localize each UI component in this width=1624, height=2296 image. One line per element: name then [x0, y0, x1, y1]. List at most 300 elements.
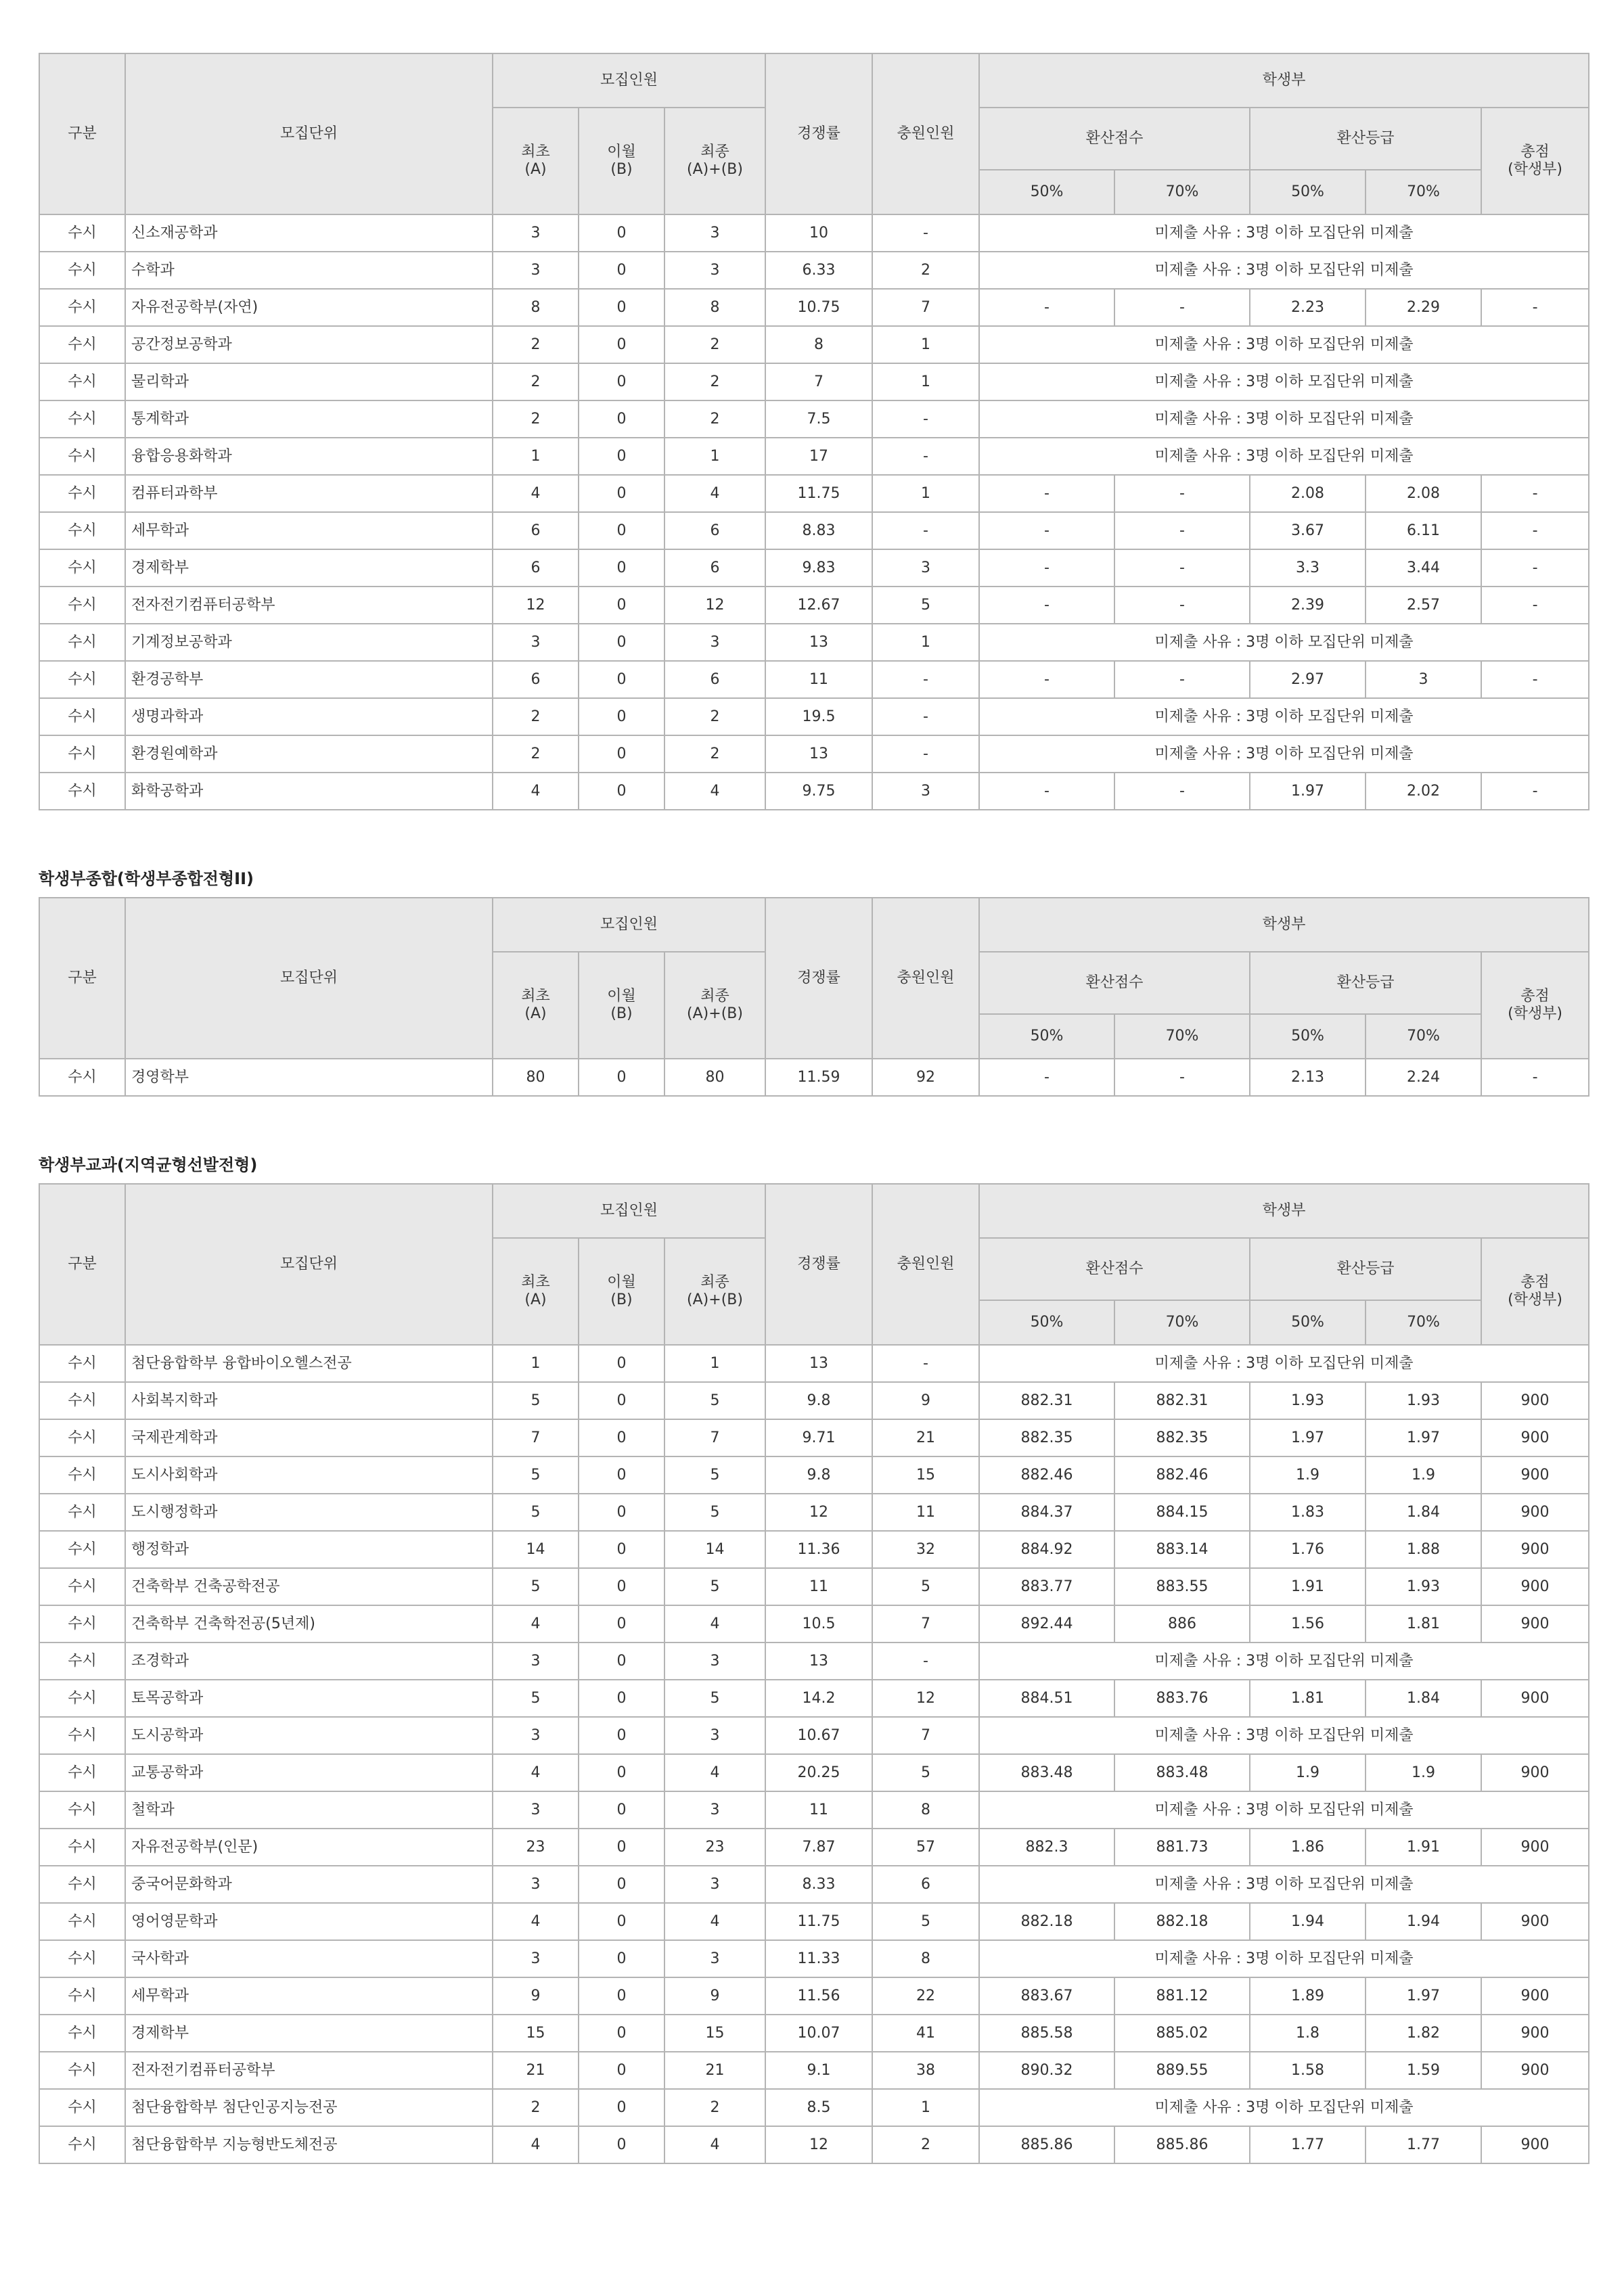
table-cell: 23	[664, 1829, 765, 1866]
table-cell: 1	[872, 326, 979, 363]
cell-not-submitted-note: 미제출 사유 : 3명 이하 모집단위 미제출	[979, 1791, 1589, 1829]
table-cell: 5	[493, 1494, 579, 1531]
header-final: 최종 (A)+(B)	[664, 952, 765, 1059]
table-cell: -	[1114, 289, 1250, 326]
cell-unit-name: 교통공학과	[125, 1754, 493, 1791]
admission-table	[39, 53, 1589, 810]
table-cell: 882.18	[1114, 1903, 1250, 1940]
table-cell: 15	[493, 2015, 579, 2052]
table-cell: 수시	[39, 363, 125, 400]
table-cell: 5	[493, 1680, 579, 1717]
table-cell: -	[1114, 773, 1250, 810]
table-cell: 3	[664, 1643, 765, 1680]
table-cell: 수시	[39, 2052, 125, 2089]
table-cell: 1.89	[1250, 1977, 1366, 2015]
table-cell: 12	[872, 1680, 979, 1717]
table-cell: 17	[765, 438, 872, 475]
table-cell: 11.36	[765, 1531, 872, 1568]
table-cell: 1.76	[1250, 1531, 1366, 1568]
cell-not-submitted-note: 미제출 사유 : 3명 이하 모집단위 미제출	[979, 400, 1589, 438]
section-title-comprehensive: 학생부종합(학생부종합전형II)	[39, 869, 254, 888]
table-cell: 수시	[39, 698, 125, 735]
header-gubun: 구분	[39, 1184, 125, 1345]
table-cell: 900	[1481, 1903, 1589, 1940]
table-cell: 2	[493, 363, 579, 400]
table-cell: 12.67	[765, 587, 872, 624]
table-cell: 11.75	[765, 475, 872, 512]
table-cell: 0	[579, 1419, 664, 1456]
table-cell: 8	[664, 289, 765, 326]
table-cell: 0	[579, 1382, 664, 1419]
table-row	[39, 773, 1589, 810]
admission-table	[39, 1183, 1589, 2164]
table-cell: 882.46	[979, 1456, 1114, 1494]
table-cell: -	[1481, 289, 1589, 326]
table-cell: -	[872, 400, 979, 438]
header-gubun: 구분	[39, 898, 125, 1059]
table-cell: 900	[1481, 1456, 1589, 1494]
table-cell: 1.86	[1250, 1829, 1366, 1866]
table-cell: 1.97	[1250, 773, 1366, 810]
table-cell: 21	[493, 2052, 579, 2089]
table-cell: 10.67	[765, 1717, 872, 1754]
table-cell: 41	[872, 2015, 979, 2052]
table-cell: 889.55	[1114, 2052, 1250, 2089]
table-cell: 2	[664, 363, 765, 400]
header-initial: 최초 (A)	[493, 108, 579, 214]
header-score-70: 70%	[1114, 170, 1250, 214]
table-cell: 0	[579, 400, 664, 438]
table-cell: 900	[1481, 1754, 1589, 1791]
table-cell: 수시	[39, 549, 125, 587]
table-cell: 22	[872, 1977, 979, 2015]
table-cell: 11	[872, 1494, 979, 1531]
table-cell: 2	[664, 698, 765, 735]
table-row	[39, 475, 1589, 512]
table-cell: 2	[664, 326, 765, 363]
cell-unit-name: 세무학과	[125, 1977, 493, 2015]
table-cell: -	[979, 661, 1114, 698]
table-row	[39, 698, 1589, 735]
table-cell: -	[1114, 549, 1250, 587]
table-cell: 1.91	[1366, 1829, 1481, 1866]
table-cell: 13	[765, 1345, 872, 1382]
table-cell: 1	[872, 2089, 979, 2126]
table-cell: 5	[664, 1568, 765, 1605]
table-cell: 881.12	[1114, 1977, 1250, 2015]
table-cell: 수시	[39, 1717, 125, 1754]
table-cell: 2	[872, 2126, 979, 2163]
table-cell: 80	[493, 1059, 579, 1096]
table-cell: 9.8	[765, 1382, 872, 1419]
header-score: 환산점수	[979, 1238, 1250, 1300]
table-cell: 1.9	[1366, 1754, 1481, 1791]
table-cell: 0	[579, 735, 664, 773]
table-cell: 0	[579, 549, 664, 587]
table-cell: 1.9	[1250, 1456, 1366, 1494]
header-grade-70: 70%	[1366, 1014, 1481, 1059]
table-cell: 3	[664, 624, 765, 661]
table-cell: 1.84	[1366, 1494, 1481, 1531]
table-cell: 900	[1481, 1680, 1589, 1717]
table-cell: 0	[579, 1829, 664, 1866]
header-score-50: 50%	[979, 1014, 1114, 1059]
cell-not-submitted-note: 미제출 사유 : 3명 이하 모집단위 미제출	[979, 252, 1589, 289]
header-carry: 이월 (B)	[579, 108, 664, 214]
table-cell: 9.1	[765, 2052, 872, 2089]
cell-not-submitted-note: 미제출 사유 : 3명 이하 모집단위 미제출	[979, 1717, 1589, 1754]
table-cell: 3	[664, 1791, 765, 1829]
table-cell: 수시	[39, 735, 125, 773]
table-cell: 0	[579, 773, 664, 810]
header-final: 최종 (A)+(B)	[664, 108, 765, 214]
table-row	[39, 1717, 1589, 1754]
table-cell: 5	[872, 1568, 979, 1605]
table-cell: 6	[493, 549, 579, 587]
table-cell: 6	[664, 512, 765, 549]
table-cell: 1.84	[1366, 1680, 1481, 1717]
table-cell: 3	[872, 773, 979, 810]
table-cell: 수시	[39, 214, 125, 252]
table-cell: -	[872, 735, 979, 773]
table-cell: 92	[872, 1059, 979, 1096]
header-initial: 최초 (A)	[493, 1238, 579, 1345]
table-cell: 3	[664, 1940, 765, 1977]
table-cell: 2	[493, 2089, 579, 2126]
table-cell: 885.58	[979, 2015, 1114, 2052]
table-cell: 7	[765, 363, 872, 400]
table-cell: 10.07	[765, 2015, 872, 2052]
header-recruit: 모집인원	[493, 53, 765, 108]
table-cell: 3	[493, 1866, 579, 1903]
table-cell: 1.88	[1366, 1531, 1481, 1568]
table-cell: 883.55	[1114, 1568, 1250, 1605]
header-grade-50: 50%	[1250, 1014, 1366, 1059]
table-row	[39, 1903, 1589, 1940]
table-cell: -	[872, 1643, 979, 1680]
table-cell: 11.33	[765, 1940, 872, 1977]
cell-unit-name: 융합응용화학과	[125, 438, 493, 475]
table-cell: 3	[493, 214, 579, 252]
table-cell: 수시	[39, 512, 125, 549]
cell-unit-name: 도시행정학과	[125, 1494, 493, 1531]
table-cell: 8	[872, 1791, 979, 1829]
cell-unit-name: 국사학과	[125, 1940, 493, 1977]
table-cell: 1.94	[1250, 1903, 1366, 1940]
table-cell: 882.46	[1114, 1456, 1250, 1494]
header-total: 총점 (학생부)	[1481, 952, 1589, 1059]
table-cell: 수시	[39, 1568, 125, 1605]
cell-unit-name: 첨단융합학부 지능형반도체전공	[125, 2126, 493, 2163]
table-cell: 4	[664, 475, 765, 512]
cell-unit-name: 건축학부 건축공학전공	[125, 1568, 493, 1605]
table-cell: 0	[579, 661, 664, 698]
table-cell: 7	[872, 289, 979, 326]
table-cell: -	[1481, 661, 1589, 698]
table-cell: 0	[579, 1977, 664, 2015]
table-cell: -	[1481, 512, 1589, 549]
table-cell: 883.48	[979, 1754, 1114, 1791]
table-cell: 수시	[39, 1680, 125, 1717]
table-cell: 1.97	[1366, 1419, 1481, 1456]
table-row	[39, 1829, 1589, 1866]
table-cell: 5	[664, 1382, 765, 1419]
table-cell: 3	[664, 252, 765, 289]
table-cell: 4	[493, 773, 579, 810]
header-total: 총점 (학생부)	[1481, 1238, 1589, 1345]
table-cell: 883.77	[979, 1568, 1114, 1605]
table-cell: 11.56	[765, 1977, 872, 2015]
header-unit: 모집단위	[125, 53, 493, 214]
table-cell: 12	[765, 2126, 872, 2163]
table-cell: 2	[493, 698, 579, 735]
table-cell: 884.51	[979, 1680, 1114, 1717]
table-cell: 900	[1481, 1977, 1589, 2015]
table-row	[39, 1977, 1589, 2015]
header-record: 학생부	[979, 1184, 1589, 1238]
cell-unit-name: 철학과	[125, 1791, 493, 1829]
table-row	[39, 624, 1589, 661]
table-cell: 882.31	[1114, 1382, 1250, 1419]
table-cell: 2.08	[1366, 475, 1481, 512]
table-cell: 수시	[39, 400, 125, 438]
cell-unit-name: 환경원예학과	[125, 735, 493, 773]
table-row	[39, 1605, 1589, 1643]
table-cell: -	[872, 661, 979, 698]
table-cell: -	[872, 214, 979, 252]
table-cell: 7.5	[765, 400, 872, 438]
table-cell: 3.67	[1250, 512, 1366, 549]
table-cell: 수시	[39, 1977, 125, 2015]
table-cell: 881.73	[1114, 1829, 1250, 1866]
table-cell: 3	[664, 214, 765, 252]
table-cell: 0	[579, 1717, 664, 1754]
header-additional: 충원인원	[872, 898, 979, 1059]
table-cell: 38	[872, 2052, 979, 2089]
table-cell: 886	[1114, 1605, 1250, 1643]
table-cell: 1	[493, 438, 579, 475]
cell-unit-name: 행정학과	[125, 1531, 493, 1568]
table-cell: 19.5	[765, 698, 872, 735]
table-cell: 1.58	[1250, 2052, 1366, 2089]
table-cell: 4	[664, 2126, 765, 2163]
table-cell: 0	[579, 1345, 664, 1382]
table-cell: 0	[579, 1903, 664, 1940]
table-cell: 15	[664, 2015, 765, 2052]
table-cell: 20.25	[765, 1754, 872, 1791]
header-score-50: 50%	[979, 170, 1114, 214]
header-score-70: 70%	[1114, 1014, 1250, 1059]
table-cell: 900	[1481, 1494, 1589, 1531]
table-cell: 1.77	[1250, 2126, 1366, 2163]
header-initial: 최초 (A)	[493, 952, 579, 1059]
table-cell: 0	[579, 1680, 664, 1717]
table-row	[39, 1419, 1589, 1456]
cell-not-submitted-note: 미제출 사유 : 3명 이하 모집단위 미제출	[979, 1940, 1589, 1977]
table-cell: 수시	[39, 2015, 125, 2052]
table-cell: 0	[579, 2126, 664, 2163]
cell-unit-name: 전자전기컴퓨터공학부	[125, 2052, 493, 2089]
cell-unit-name: 통계학과	[125, 400, 493, 438]
table-cell: 9	[493, 1977, 579, 2015]
table-cell: 4	[664, 1903, 765, 1940]
table-row	[39, 214, 1589, 252]
table-cell: 2	[664, 400, 765, 438]
table-cell: 수시	[39, 1940, 125, 1977]
table-cell: 0	[579, 2089, 664, 2126]
table-cell: 0	[579, 1494, 664, 1531]
table-cell: 6	[493, 661, 579, 698]
table-row	[39, 1531, 1589, 1568]
table-cell: -	[1114, 1059, 1250, 1096]
cell-unit-name: 신소재공학과	[125, 214, 493, 252]
table-cell: 883.67	[979, 1977, 1114, 2015]
table-cell: -	[979, 773, 1114, 810]
table-cell: 4	[493, 1605, 579, 1643]
table-cell: 1	[664, 438, 765, 475]
table-cell: 1.94	[1366, 1903, 1481, 1940]
table-cell: 0	[579, 1754, 664, 1791]
cell-unit-name: 전자전기컴퓨터공학부	[125, 587, 493, 624]
header-grade: 환산등급	[1250, 108, 1481, 170]
cell-unit-name: 경영학부	[125, 1059, 493, 1096]
table-cell: 0	[579, 1940, 664, 1977]
table-cell: 2	[493, 326, 579, 363]
table-cell: 1.93	[1366, 1568, 1481, 1605]
table-cell: 882.3	[979, 1829, 1114, 1866]
table-cell: 2.13	[1250, 1059, 1366, 1096]
table-cell: 0	[579, 1568, 664, 1605]
table-row	[39, 1382, 1589, 1419]
table-cell: 4	[493, 475, 579, 512]
table-row	[39, 1940, 1589, 1977]
table-row	[39, 2089, 1589, 2126]
table-cell: 3	[493, 252, 579, 289]
table-cell: 884.15	[1114, 1494, 1250, 1531]
cell-not-submitted-note: 미제출 사유 : 3명 이하 모집단위 미제출	[979, 735, 1589, 773]
table-cell: 900	[1481, 1531, 1589, 1568]
table-cell: 9	[872, 1382, 979, 1419]
table-row	[39, 438, 1589, 475]
table-cell: -	[1114, 512, 1250, 549]
table-cell: 3	[493, 1940, 579, 1977]
table-cell: 0	[579, 1456, 664, 1494]
cell-not-submitted-note: 미제출 사유 : 3명 이하 모집단위 미제출	[979, 214, 1589, 252]
header-grade-50: 50%	[1250, 170, 1366, 214]
table-cell: 2.23	[1250, 289, 1366, 326]
table-cell: 수시	[39, 2089, 125, 2126]
table-cell: -	[1481, 549, 1589, 587]
table-cell: 수시	[39, 773, 125, 810]
table-cell: 5	[872, 1754, 979, 1791]
header-total: 총점 (학생부)	[1481, 108, 1589, 214]
table-cell: 883.48	[1114, 1754, 1250, 1791]
table-cell: 10.5	[765, 1605, 872, 1643]
cell-unit-name: 공간정보공학과	[125, 326, 493, 363]
table-row	[39, 661, 1589, 698]
table-cell: 8.5	[765, 2089, 872, 2126]
table-cell: 1.81	[1250, 1680, 1366, 1717]
table-cell: 2.97	[1250, 661, 1366, 698]
table-row	[39, 735, 1589, 773]
table-cell: 1.91	[1250, 1568, 1366, 1605]
table-cell: -	[979, 289, 1114, 326]
cell-not-submitted-note: 미제출 사유 : 3명 이하 모집단위 미제출	[979, 624, 1589, 661]
table-cell: 6	[664, 661, 765, 698]
table-cell: -	[979, 512, 1114, 549]
table-cell: 883.14	[1114, 1531, 1250, 1568]
table-cell: 7	[664, 1419, 765, 1456]
table-cell: 882.31	[979, 1382, 1114, 1419]
table-cell: 1.8	[1250, 2015, 1366, 2052]
table-cell: 5	[872, 587, 979, 624]
table-cell: 수시	[39, 1903, 125, 1940]
table-cell: 수시	[39, 289, 125, 326]
table-cell: 13	[765, 1643, 872, 1680]
table-cell: 2	[493, 735, 579, 773]
table-cell: 2.39	[1250, 587, 1366, 624]
table-cell: 2	[872, 252, 979, 289]
table-cell: 2	[664, 2089, 765, 2126]
table-row	[39, 400, 1589, 438]
header-carry: 이월 (B)	[579, 952, 664, 1059]
admission-table	[39, 897, 1589, 1097]
table-cell: 0	[579, 475, 664, 512]
table-row	[39, 2015, 1589, 2052]
header-grade-50: 50%	[1250, 1300, 1366, 1345]
table-cell: 수시	[39, 475, 125, 512]
table-cell: 900	[1481, 1419, 1589, 1456]
table-cell: 2.24	[1366, 1059, 1481, 1096]
table-cell: 수시	[39, 1866, 125, 1903]
header-additional: 충원인원	[872, 53, 979, 214]
table-cell: 882.18	[979, 1903, 1114, 1940]
table-row	[39, 1791, 1589, 1829]
table-cell: 1.9	[1250, 1754, 1366, 1791]
table-row	[39, 1345, 1589, 1382]
table-cell: -	[1114, 587, 1250, 624]
header-unit: 모집단위	[125, 1184, 493, 1345]
table-cell: 7	[872, 1605, 979, 1643]
table-cell: 6.11	[1366, 512, 1481, 549]
table-cell: 11	[765, 1568, 872, 1605]
cell-unit-name: 건축학부 건축학전공(5년제)	[125, 1605, 493, 1643]
cell-unit-name: 수학과	[125, 252, 493, 289]
table-cell: 2.29	[1366, 289, 1481, 326]
table-cell: 11	[765, 1791, 872, 1829]
table-cell: 2.08	[1250, 475, 1366, 512]
table-cell: 15	[872, 1456, 979, 1494]
cell-unit-name: 세무학과	[125, 512, 493, 549]
table-cell: 1	[664, 1345, 765, 1382]
table-cell: 9.75	[765, 773, 872, 810]
table-cell: 0	[579, 1531, 664, 1568]
table-cell: 3	[664, 1717, 765, 1754]
table-cell: 6	[493, 512, 579, 549]
table-cell: 0	[579, 1059, 664, 1096]
table-cell: 13	[765, 735, 872, 773]
table-cell: 4	[493, 1903, 579, 1940]
table-cell: 1.9	[1366, 1456, 1481, 1494]
table-cell: 900	[1481, 2052, 1589, 2089]
table-cell: 1.97	[1250, 1419, 1366, 1456]
table-cell: 14	[664, 1531, 765, 1568]
table-cell: 3	[493, 1717, 579, 1754]
table-row	[39, 1866, 1589, 1903]
table-cell: 900	[1481, 1829, 1589, 1866]
table-cell: 1.97	[1366, 1977, 1481, 2015]
table-cell: 수시	[39, 1345, 125, 1382]
